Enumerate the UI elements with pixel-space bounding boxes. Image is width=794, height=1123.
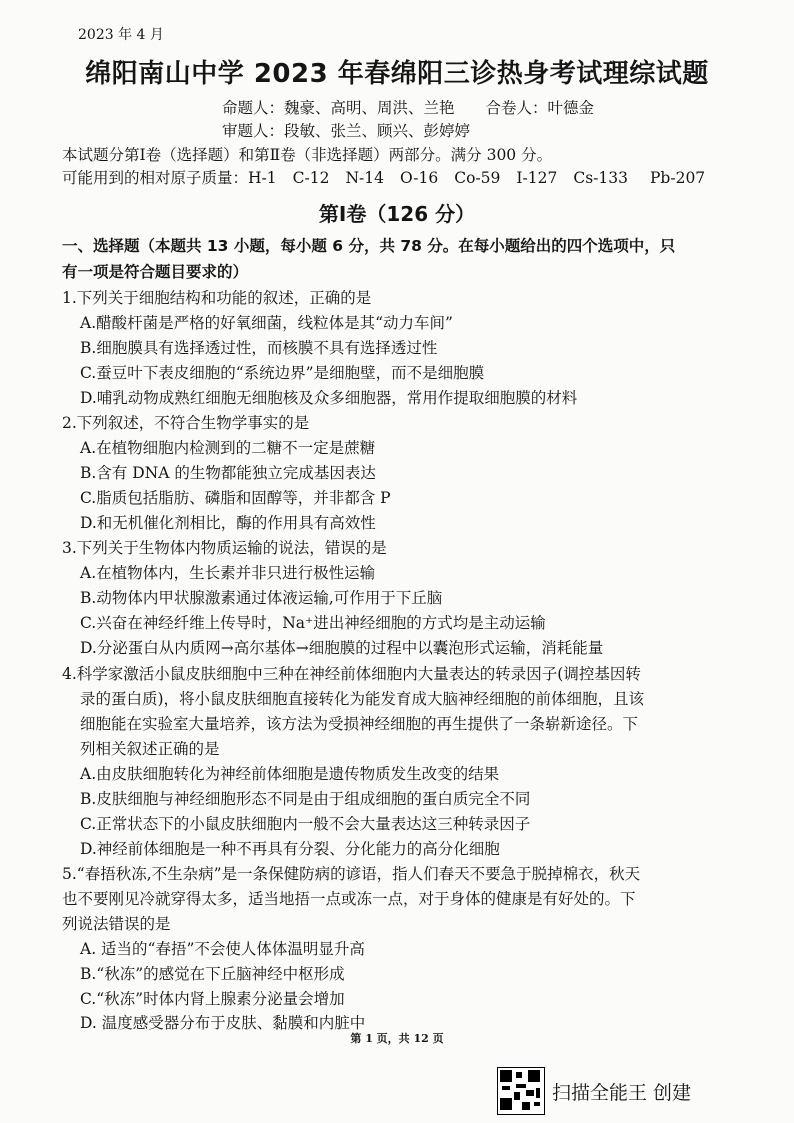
question-stem: 列相关叙述正确的是 bbox=[80, 740, 220, 758]
question-stem: 1.下列关于细胞结构和功能的叙述，正确的是 bbox=[62, 289, 372, 307]
question-option: D. 温度感受器分布于皮肤、黏膜和内脏中 bbox=[80, 1014, 366, 1032]
question-option: C.“秋冻”时体内肾上腺素分泌量会增加 bbox=[80, 990, 345, 1008]
question-option: A. 适当的“春捂”不会使人体体温明显升高 bbox=[80, 940, 365, 958]
question-option: D.和无机催化剂相比，酶的作用具有高效性 bbox=[80, 514, 376, 532]
question-option: B.动物体内甲状腺激素通过体液运输,可作用于下丘脑 bbox=[80, 589, 443, 607]
atomic-mass-label: 可能用到的相对原子质量： bbox=[62, 169, 249, 187]
section-instruction-1: 一、选择题（本题共 13 小题，每小题 6 分，共 78 分。在每小题给出的四个选项中，只 bbox=[62, 237, 676, 255]
question-option: A.在植物体内，生长素并非只进行极性运输 bbox=[80, 564, 376, 582]
scanner-watermark: 扫描全能王 创建 bbox=[552, 1082, 692, 1104]
exam-date: 2023 年 4 月 bbox=[78, 27, 164, 43]
atomic-mass-item: Co-59 bbox=[454, 169, 501, 187]
question-stem: 3.下列关于生物体内物质运输的说法，错误的是 bbox=[62, 539, 387, 557]
question-option: C.脂质包括脂肪、磷脂和固醇等，并非都含 P bbox=[80, 489, 391, 507]
section-title: 第Ⅰ卷（126 分） bbox=[318, 202, 476, 226]
question-option: D.神经前体细胞是一种不再具有分裂、分化能力的高分化细胞 bbox=[80, 840, 500, 858]
question-option: D.分泌蛋白从内质网→高尔基体→细胞膜的过程中以囊泡形式运输，消耗能量 bbox=[80, 639, 604, 657]
question-option: A.由皮肤细胞转化为神经前体细胞是遗传物质发生改变的结果 bbox=[80, 765, 500, 783]
qr-code-icon bbox=[497, 1067, 545, 1115]
atomic-mass-line bbox=[62, 168, 705, 188]
exam-intro: 本试题分第Ⅰ卷（选择题）和第Ⅱ卷（非选择题）两部分。满分 300 分。 bbox=[62, 146, 553, 164]
question-option: B.含有 DNA 的生物都能独立完成基因表达 bbox=[80, 464, 376, 482]
question-stem: 5.“春捂秋冻,不生杂病”是一条保健防病的谚语，指人们春天不要急于脱掉棉衣，秋天 bbox=[62, 865, 641, 883]
question-option: A.醋酸杆菌是严格的好氧细菌，线粒体是其“动力车间” bbox=[80, 314, 453, 332]
question-stem: 列说法错误的是 bbox=[62, 915, 171, 933]
atomic-mass-item: N-14 bbox=[345, 169, 384, 187]
authors-line-2: 审题人：段敏、张兰、顾兴、彭婷婷 bbox=[222, 122, 471, 140]
question-option: A.在植物细胞内检测到的二糖不一定是蔗糖 bbox=[80, 439, 376, 457]
atomic-mass-item: O-16 bbox=[400, 169, 439, 187]
question-option: B.“秋冻”的感觉在下丘脑神经中枢形成 bbox=[80, 965, 345, 983]
question-option: C.兴奋在神经纤维上传导时，Na⁺进出神经细胞的方式均是主动运输 bbox=[80, 614, 546, 632]
question-option: B.皮肤细胞与神经细胞形态不同是由于组成细胞的蛋白质完全不同 bbox=[80, 790, 531, 808]
atomic-mass-item: I-127 bbox=[516, 169, 558, 187]
section-instruction-2: 有一项是符合题目要求的） bbox=[62, 263, 249, 281]
atomic-mass-item: H-1 bbox=[248, 169, 277, 187]
question-stem: 2.下列叙述，不符合生物学事实的是 bbox=[62, 414, 310, 432]
question-stem: 录的蛋白质)，将小鼠皮肤细胞直接转化为能发育成大脑神经细胞的前体细胞，且该 bbox=[80, 690, 645, 708]
atomic-mass-item: Cs-133 bbox=[573, 169, 628, 187]
question-option: C.正常状态下的小鼠皮肤细胞内一般不会大量表达这三种转录因子 bbox=[80, 815, 531, 833]
question-option: D.哺乳动物成熟红细胞无细胞核及众多细胞器，常用作提取细胞膜的材料 bbox=[80, 389, 578, 407]
question-stem: 细胞能在实验室大量培养，该方法为受损神经细胞的再生提供了一条崭新途径。下 bbox=[80, 715, 639, 733]
page-footer: 第 1 页，共 12 页 bbox=[350, 1032, 444, 1045]
authors-line-1: 命题人：魏豪、高明、周洪、兰艳 合卷人：叶德金 bbox=[222, 99, 595, 117]
question-stem: 也不要刚见冷就穿得太多，适当地捂一点或冻一点，对于身体的健康是有好处的。下 bbox=[62, 890, 636, 908]
question-option: C.蚕豆叶下表皮细胞的“系统边界”是细胞壁，而不是细胞膜 bbox=[80, 364, 485, 382]
atomic-mass-item: Pb-207 bbox=[650, 169, 706, 187]
question-option: B.细胞膜具有选择透过性，而核膜不具有选择透过性 bbox=[80, 339, 438, 357]
question-stem: 4.科学家激活小鼠皮肤细胞中三种在神经前体细胞内大量表达的转录因子(调控基因转 bbox=[62, 665, 641, 683]
atomic-mass-item: C-12 bbox=[292, 169, 330, 187]
exam-title: 绵阳南山中学 2023 年春绵阳三诊热身考试理综试题 bbox=[85, 59, 709, 89]
